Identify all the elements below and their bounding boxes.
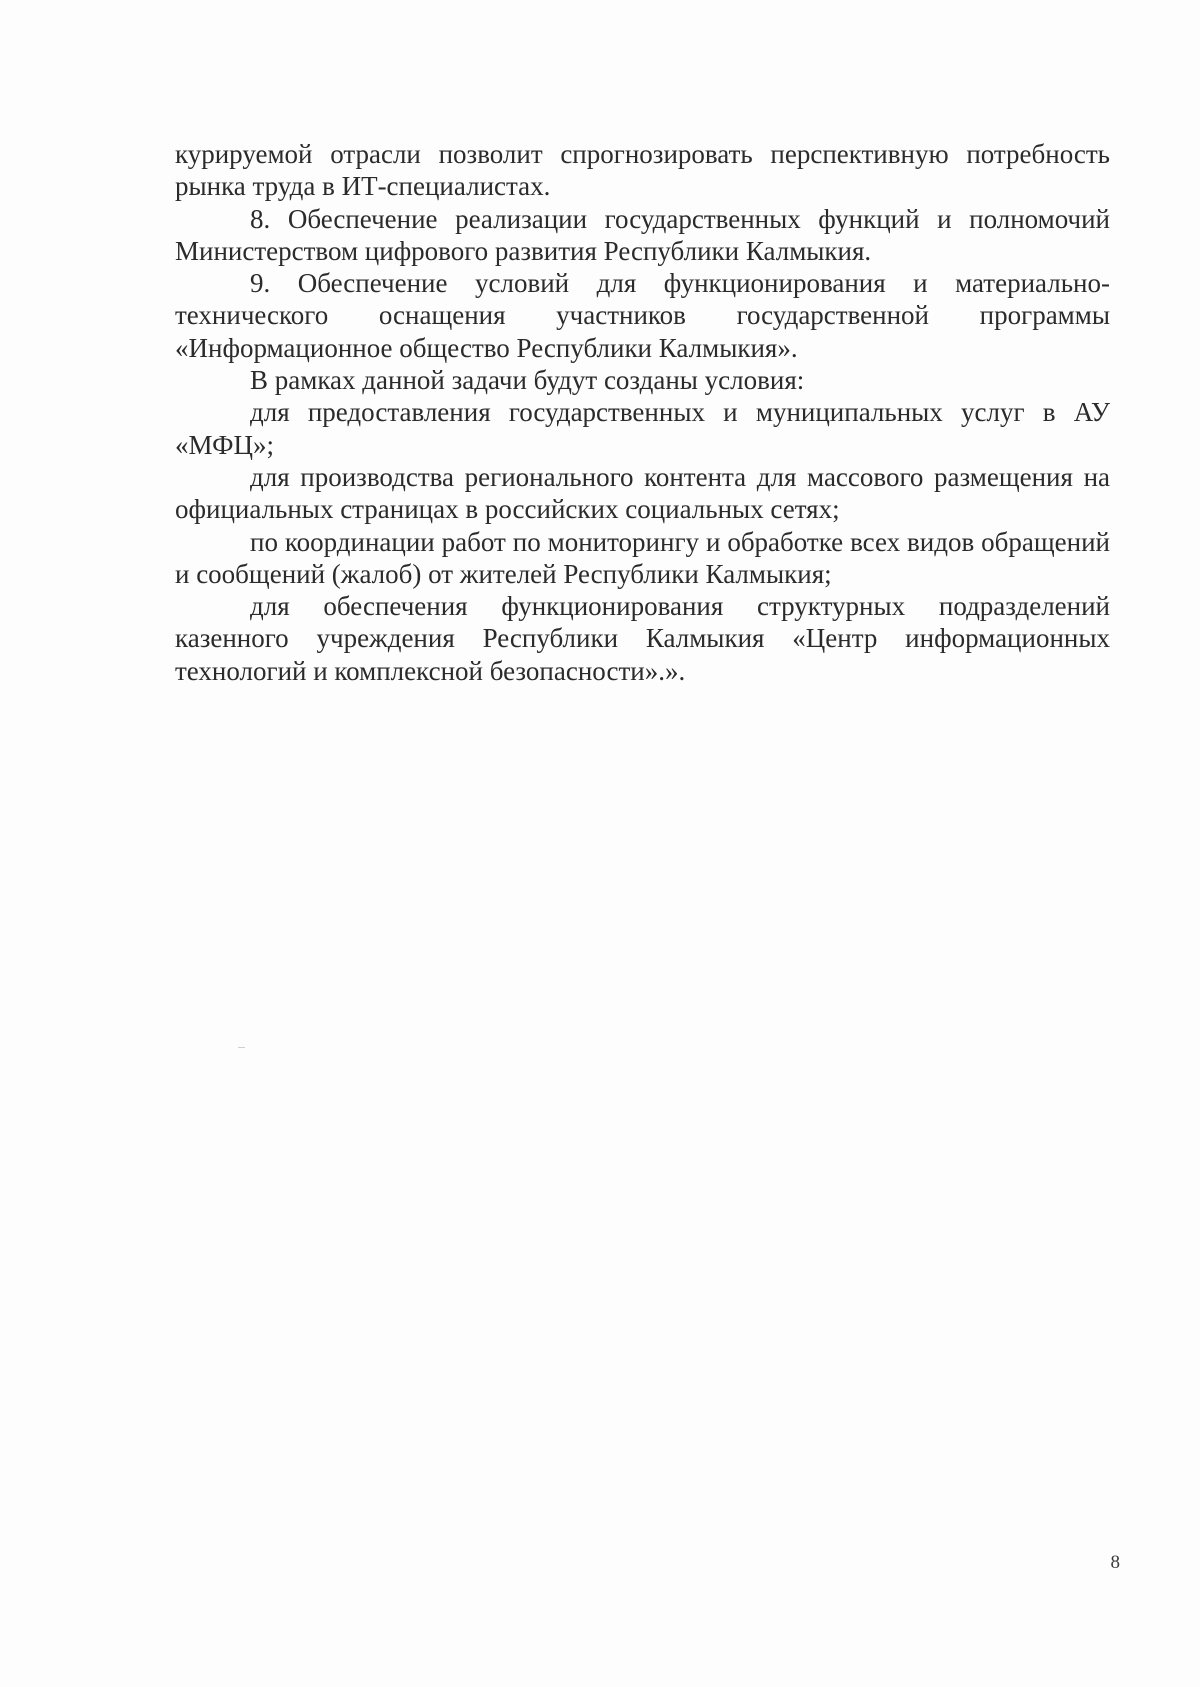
document-body	[175, 138, 1110, 687]
scan-speck	[238, 1047, 245, 1048]
paragraph-condition-appeals: по координации работ по мониторингу и обработке всех видов обращений и сообщений (жалоб) от жителей Республики Калмыкия;	[175, 526, 1110, 589]
page-number: 8	[1110, 1552, 1120, 1573]
paragraph-condition-content: для производства регионального контента для массового размещения на официальных страницах в российских социальных сетях;	[175, 461, 1110, 525]
paragraph-continuation: курируемой отрасли позволит спрогнозировать перспективную потребность рынка труда в ИТ-специалистах.	[175, 139, 1110, 202]
paragraph-item-8: 8. Обеспечение реализации государственных функций и полномочий Министерством цифрового развития Республики Калмыкия.	[175, 203, 1110, 266]
paragraph-condition-mfc: для предоставления государственных и муниципальных услуг в АУ «МФЦ»;	[175, 397, 1110, 460]
paragraph-item-9: 9. Обеспечение условий для функционирования и материально-технического оснащения участников государственной программы «Информационное общество Республики Калмыкия».	[175, 268, 1110, 363]
paragraph-task-conditions: В рамках данной задачи будут созданы условия:	[250, 365, 805, 396]
paragraph-condition-center: для обеспечения функционирования структурных подразделений казенного учреждения Республики Калмыкия «Центр информационных технологий и комплексной безопасности».».	[175, 591, 1110, 686]
